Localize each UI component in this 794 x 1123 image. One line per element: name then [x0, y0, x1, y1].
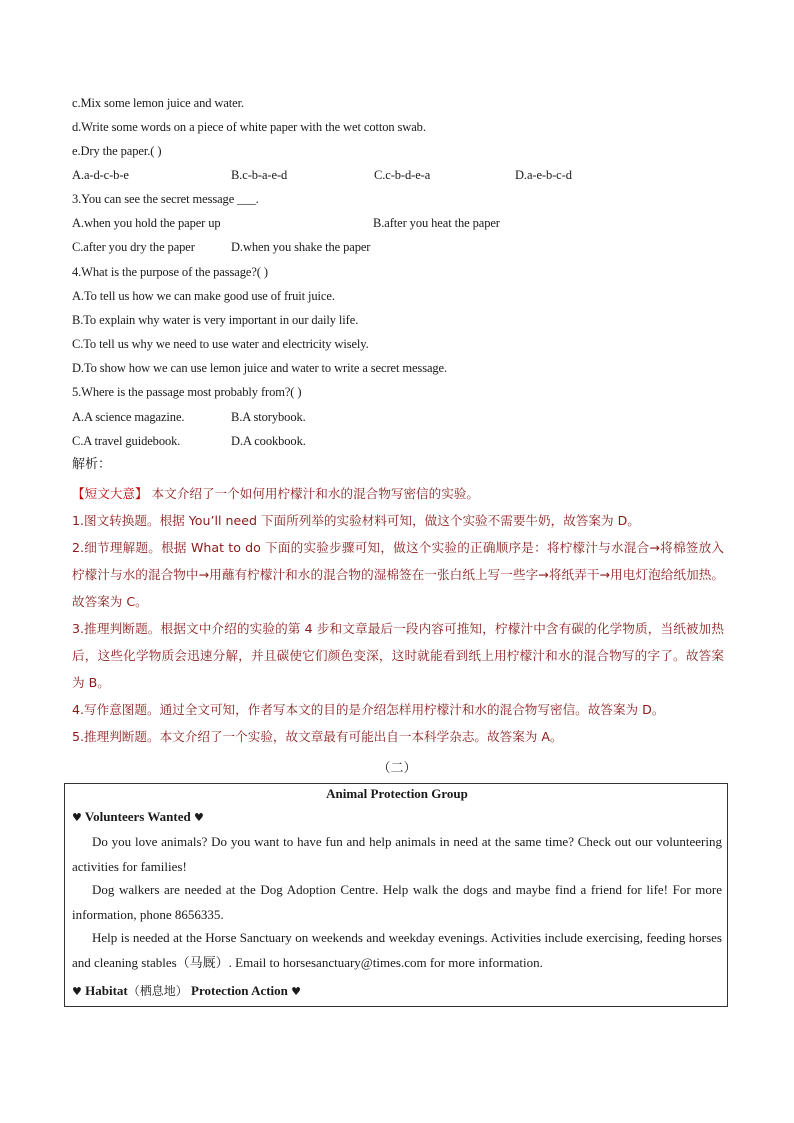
habitat-heading [72, 983, 301, 1000]
notice-title: Animal Protection Group [326, 786, 468, 801]
q5-stem: 5.Where is the passage most probably from?( ) [72, 385, 302, 399]
heart-icon: ♥ [193, 811, 204, 824]
q3-option-c: C.after you dry the paper [72, 240, 195, 254]
q4-stem: 4.What is the purpose of the passage?( ) [72, 265, 268, 279]
q2-option-a: A.a-d-c-b-e [72, 168, 129, 182]
summary-text: 本文介绍了一个如何用柠檬汁和水的混合物写密信的实验。 [147, 486, 480, 501]
answer-2: 2.细节理解题。根据 What to do 下面的实验步骤可知，做这个实验的正确顺序是：将柠檬汁与水混合→将棉签放入柠檬汁与水的混合物中→用蘸有柠檬汁和水的混合物的湿棉签在一张白纸上写一些字→将纸弄干→用电灯泡给纸加热。故答案为 C。 [72, 540, 724, 609]
q4-option-d: D.To show how we can use lemon juice and water to write a secret message. [72, 361, 448, 375]
q5-option-d: D.A cookbook. [231, 434, 306, 448]
analysis-label: 解析： [72, 457, 112, 472]
q5-option-c: C.A travel guidebook. [72, 434, 181, 448]
answer-4: 4.写作意图题。通过全文可知，作者写本文的目的是介绍怎样用柠檬汁和水的混合物写密信。故答案为 D。 [72, 702, 665, 717]
volunteers-heading-text: Volunteers Wanted [84, 809, 191, 824]
answer-3: 3.推理判断题。根据文中介绍的实验的第 4 步和文章最后一段内容可推知，柠檬汁中含有碳的化学物质，当纸被加热后，这些化学物质会迅速分解，并且碳使它们颜色变深，这时就能看到纸上用柠檬汁和水的混合物写的字了。故答案为 B。 [72, 621, 724, 690]
q2-option-c: C.c-b-d-e-a [374, 168, 431, 182]
q5-option-a: A.A science magazine. [72, 410, 185, 424]
volunteers-heading [72, 809, 204, 826]
step-c: c.Mix some lemon juice and water. [72, 96, 244, 110]
habitat-heading-en: Habitat [85, 983, 128, 998]
step-d: d.Write some words on a piece of white paper with the wet cotton swab. [72, 120, 426, 134]
summary-tag: 【短文大意】 [72, 486, 148, 501]
notice-paragraph-3: Help is needed at the Horse Sanctuary on weekends and weekday evenings. Activities include exercising, feeding horses and cleaning stables（马厩）. Email to horsesanctuary@times.com for more information. [72, 930, 722, 970]
answer-1: 1.图文转换题。根据 You’ll need 下面所列举的实验材料可知，做这个实验不需要牛奶，故答案为 D。 [72, 513, 640, 528]
q3-option-a: A.when you hold the paper up [72, 216, 221, 230]
q5-option-b: B.A storybook. [231, 410, 306, 424]
q4-option-c: C.To tell us why we need to use water and electricity wisely. [72, 337, 369, 351]
q3-option-d: D.when you shake the paper [231, 240, 371, 254]
q3-option-b: B.after you heat the paper [373, 216, 500, 230]
habitat-heading-cn: （栖息地） [127, 984, 188, 998]
summary-line [72, 480, 724, 507]
q2-option-d: D.a-e-b-c-d [515, 168, 572, 182]
protection-heading: Protection Action [191, 983, 288, 998]
section-number: （二） [377, 761, 417, 776]
notice-paragraph-2: Dog walkers are needed at the Dog Adoption Centre. Help walk the dogs and maybe find a friend for life! For more information, phone 8656335. [72, 882, 722, 922]
heart-icon: ♥ [72, 985, 82, 998]
heart-icon: ♥ [291, 985, 302, 998]
notice-paragraph-1: Do you love animals? Do you want to have fun and help animals in need at the same time? Check out our volunteering activities for families! [72, 834, 722, 874]
heart-icon: ♥ [72, 811, 82, 824]
notice-box [64, 783, 728, 1007]
q3-stem: 3.You can see the secret message ___. [72, 192, 259, 206]
q4-option-a: A.To tell us how we can make good use of fruit juice. [72, 289, 335, 303]
step-e: e.Dry the paper.( ) [72, 144, 162, 158]
q4-option-b: B.To explain why water is very important in our daily life. [72, 313, 359, 327]
analysis-block [72, 480, 724, 750]
answer-5: 5.推理判断题。本文介绍了一个实验，故文章最有可能出自一本科学杂志。故答案为 A。 [72, 729, 563, 744]
q2-option-b: B.c-b-a-e-d [231, 168, 288, 182]
